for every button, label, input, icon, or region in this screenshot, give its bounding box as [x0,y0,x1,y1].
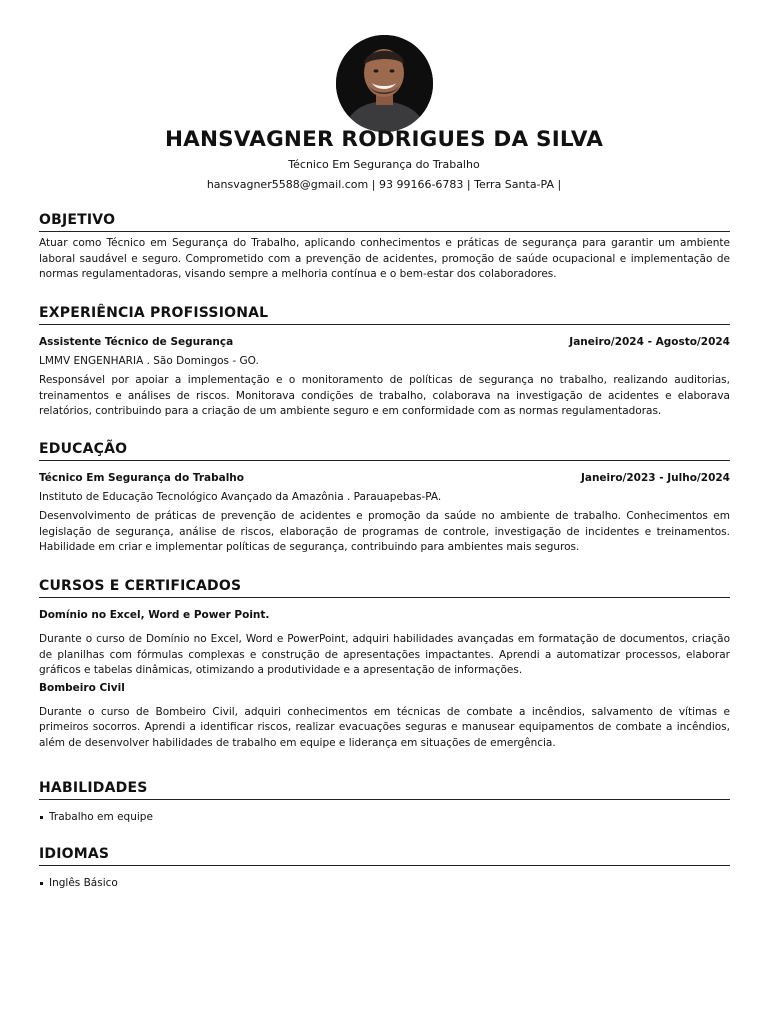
education-header [39,471,730,486]
course-title: Domínio no Excel, Word e Power Point. [39,609,270,621]
section-idiomas [39,845,730,891]
section-title: OBJETIVO [39,211,730,232]
section-educacao [39,440,730,556]
education-institution: Instituto de Educação Tecnológico Avançado da Amazônia . Parauapebas-PA. [39,491,442,503]
course-title: Bombeiro Civil [39,681,125,694]
education-period: Janeiro/2023 - Julho/2024 [580,472,730,484]
section-objetivo [39,211,730,283]
section-title: CURSOS E CERTIFICADOS [39,577,730,598]
profile-photo-image [336,35,433,132]
section-habilidades [39,779,730,825]
section-title: HABILIDADES [39,779,730,800]
language-label: Inglês Básico [49,877,118,889]
list-item [39,810,730,825]
contact-info: hansvagner5588@gmail.com | 93 99166-6783 | Terra Santa-PA | [206,178,562,191]
profile-photo [336,35,433,132]
skill-label: Trabalho em equipe [49,811,153,823]
section-cursos [39,577,730,751]
job-period: Janeiro/2024 - Agosto/2024 [569,336,730,348]
list-item [39,876,730,891]
experience-header [39,335,730,350]
job-description: Responsável por apoiar a implementação e o monitoramento de políticas de segurança no trabalho, realizando auditorias, treinamentos e análises de riscos. Monitorava condições de trabalho, colaborava na investigação de acidentes e elaborava relatórios, contribuindo para a criação de um ambiente seguro e em conformidade com as normas regulamentadoras. [39,374,730,417]
section-title: EXPERIÊNCIA PROFISSIONAL [39,304,730,325]
section-experiencia [39,304,730,420]
education-description: Desenvolvimento de práticas de prevenção de acidentes e promoção da saúde no ambiente de trabalho. Conhecimentos em legislação de segurança, análise de riscos, elaboração de programas de controle, investigação de incidentes e treinamentos. Habilidade em criar e implementar políticas de segurança, contribuindo para ambientes mais seguros. [39,510,730,553]
section-title: IDIOMAS [39,845,730,866]
candidate-role: Técnico Em Segurança do Trabalho [288,158,480,171]
course-description: Durante o curso de Domínio no Excel, Word e PowerPoint, adquiri habilidades avançadas em formatação de documentos, criação de planilhas com fórmulas complexas e construção de apresentações impactantes. Aprendi a automatizar processos, elaborar gráficos e tabelas dinâmicas, otimizando a produtividade e a apresentação de informações. [39,633,730,676]
objetivo-text: Atuar como Técnico em Segurança do Trabalho, aplicando conhecimentos e práticas de segurança para garantir um ambiente laboral saudável e seguro. Comprometido com a prevenção de acidentes, promoção de saúde ocupacional e implementação de normas regulamentadoras, visando sempre a melhoria contínua e o bem-estar dos colaboradores. [39,237,730,280]
job-role: Assistente Técnico de Segurança [39,336,234,348]
bullet-icon [40,882,43,885]
candidate-name: HANSVAGNER RODRIGUES DA SILVA [164,127,604,152]
bullet-icon [40,816,43,819]
education-course: Técnico Em Segurança do Trabalho [39,472,244,484]
section-title: EDUCAÇÃO [39,440,730,461]
job-company: LMMV ENGENHARIA . São Domingos - GO. [39,355,259,367]
course-description: Durante o curso de Bombeiro Civil, adquiri conhecimentos em técnicas de combate a incêndios, salvamento de vítimas e primeiros socorros. Aprendi a identificar riscos, realizar evacuações seguras e manusear equipamentos de combate a incêndios, além de desenvolver habilidades de trabalho em equipe e liderança em situações de emergência. [39,705,730,749]
